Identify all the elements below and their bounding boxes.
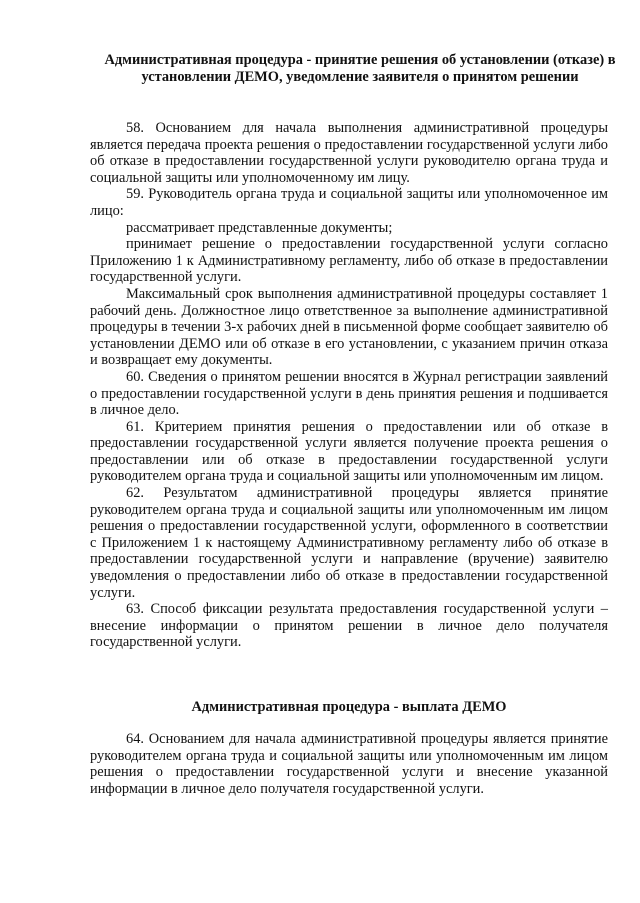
paragraph-63: 63. Способ фиксации результата предоставления государственной услуги – внесение информации о принятом решении в личное дело получателя государственной услуги. [90,601,608,651]
section-heading-payment: Административная процедура - выплата ДЕМО [191,699,507,715]
paragraph-60: 60. Сведения о принятом решении вносятся в Журнал регистрации заявлений о предоставлении государственной услуги в день принятия решения и подшивается в личное дело. [90,368,608,419]
paragraph-max-term: Максимальный срок выполнения административной процедуры составляет 1 рабочий день. Должностное лицо ответственное за выполнение административной процедуры в течении 3-х рабочих дней в письменной форме сообщает заявителю об установлении ДЕМО или об отказе в его установлении, с указанием причин отказа и возвращает ему документы. [90,285,608,369]
section-body-payment [90,731,608,797]
paragraph-64: 64. Основанием для начала административной процедуры является принятие руководителем органа труда и социальной защиты или уполномоченным им лицом решения о предоставлении государственной услуги и внесение указанной информации в личное дело получателя государственной услуги. [90,731,608,797]
paragraph-59-item-decision: принимает решение о предоставлении государственной услуги согласно Приложению 1 к Административному регламенту, либо об отказе в предоставлении государственной услуги. [90,236,608,286]
paragraph-62: 62. Результатом административной процедуры является принятие руководителем органа труда и социальной защиты или уполномоченным им лицом решения о предоставлении государственной услуги, оформленного в соответствии с Приложением 1 к настоящему Административному регламенту либо об отказе в предоставлении государственной услуги и направление (вручение) заявителю уведомления о предоставлении либо об отказе в предоставлении государственной услуги. [90,485,608,601]
paragraph-58: 58. Основанием для начала выполнения административной процедуры является передача проекта решения о предоставлении государственной услуги либо об отказе в предоставлении государственной услуги руководителю органа труда и социальной защиты или уполномоченному им лицу. [90,120,608,186]
section-body-decision [90,120,608,651]
paragraph-59-item-review: рассматривает представленные документы; [126,219,393,236]
paragraph-61: 61. Критерием принятия решения о предоставлении или об отказе в предоставлении государственной услуги является получение проекта решения о предоставлении или об отказе в предоставлении государственной услуги руководителем органа труда и социальной защиты или уполномоченным им лицом. [90,418,608,485]
section-heading-decision: Административная процедура - принятие решения об установлении (отказе) в установлении ДЕМО, уведомление заявителя о принятом решении [104,52,616,85]
paragraph-59: 59. Руководитель органа труда и социальной защиты или уполномоченное им лицо: [90,186,608,219]
